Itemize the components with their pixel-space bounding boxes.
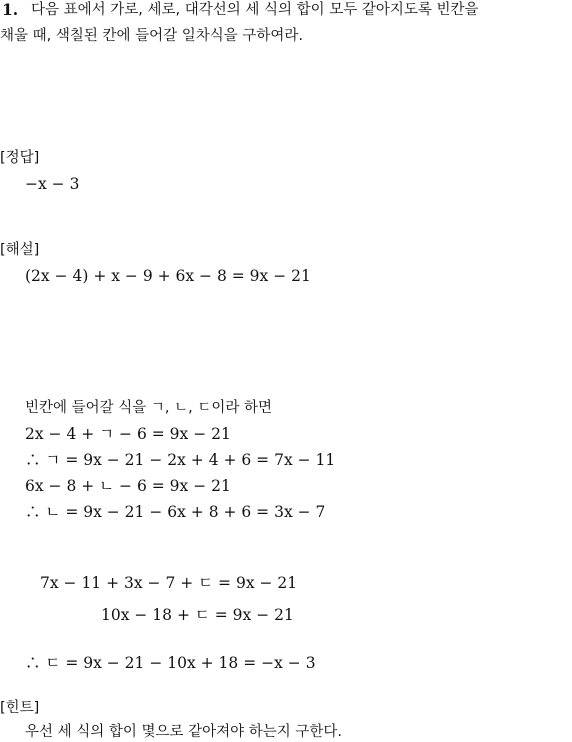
explanation-step4: ∴ ㄴ = 9x − 21 − 6x + 8 + 6 = 3x − 7 [25,503,326,521]
explanation-heading: [해설] [0,242,40,258]
question-number: 1. [2,0,19,19]
answer-heading: [정답] [0,150,40,166]
hint-text: 우선 세 식의 합이 몇으로 같아져야 하는지 구한다. [25,724,343,740]
explanation-step3: 6x − 8 + ㄴ − 6 = 9x − 21 [25,477,231,495]
question-text-line2: 채울 때, 색칠된 칸에 들어갈 일차식을 구하여라. [0,28,304,44]
explanation-step1: 2x − 4 + ㄱ − 6 = 9x − 21 [25,425,231,443]
explanation-step5: 7x − 11 + 3x − 7 + ㄷ = 9x − 21 [40,574,298,592]
question-text-line1: 다음 표에서 가로, 세로, 대각선의 세 식의 합이 모두 같아지도록 빈칸을 [31,2,479,18]
explanation-intro: 빈칸에 들어갈 식을 ㄱ, ㄴ, ㄷ이라 하면 [25,400,272,416]
explanation-equation: (2x − 4) + x − 9 + 6x − 8 = 9x − 21 [25,267,311,285]
explanation-step7: ∴ ㄷ = 9x − 21 − 10x + 18 = −x − 3 [25,654,316,672]
explanation-step6: 10x − 18 + ㄷ = 9x − 21 [101,606,294,624]
answer-value: −x − 3 [25,175,80,193]
hint-heading: [힌트] [0,700,40,716]
explanation-step2: ∴ ㄱ = 9x − 21 − 2x + 4 + 6 = 7x − 11 [25,451,336,469]
